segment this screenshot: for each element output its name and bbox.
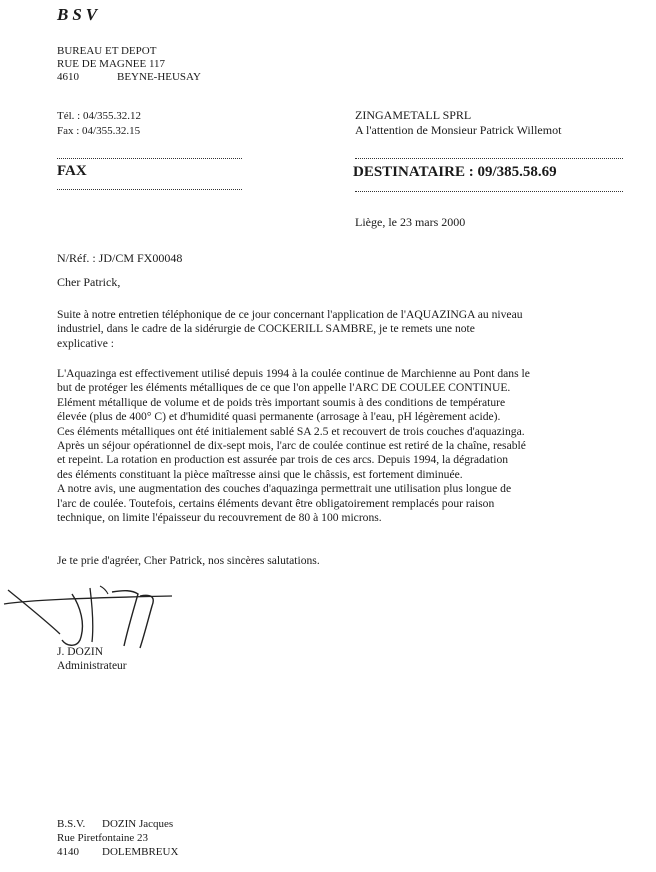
body-line: Après un séjour opérationnel de dix-sept mois, l'arc de coulée continue est retiré de la chaîne, resablé	[57, 439, 526, 453]
recipient-block	[355, 108, 561, 138]
intro-line: industriel, dans le cadre de la sidérurgie de COCKERILL SAMBRE, je te remets une note	[57, 322, 475, 336]
address-line-3	[57, 71, 201, 84]
reference-number: N/Réf. : JD/CM FX00048	[57, 251, 183, 265]
footer-address	[57, 817, 178, 859]
sender-address	[57, 45, 201, 84]
sender-phone: Tél. : 04/355.32.12	[57, 110, 142, 122]
footer-company: B.S.V.	[57, 818, 86, 830]
footer-city: DOLEMBREUX	[102, 846, 179, 858]
footer-postcode: 4140	[57, 846, 79, 858]
recipient-attention: A l'attention de Monsieur Patrick Willemot	[355, 123, 562, 137]
letter-date: Liège, le 23 mars 2000	[355, 215, 466, 229]
body-line: l'arc de coulée. Toutefois, certains éléments devant être obligatoirement remplacés pour raison	[57, 496, 495, 510]
closing-line: Je te prie d'agréer, Cher Patrick, nos sincères salutations.	[57, 554, 320, 567]
intro-paragraph	[57, 308, 631, 351]
signature-graphic	[0, 584, 200, 654]
sender-city: BEYNE-HEUSAY	[117, 71, 201, 83]
body-line: technique, on limite l'épaisseur du recouvrement de 80 à 100 microns.	[57, 511, 382, 525]
footer-line-1	[57, 817, 178, 831]
body-line: L'Aquazinga est effectivement utilisé depuis 1994 à la coulée continue de Marchienne au Pont dans le	[57, 367, 530, 380]
sender-fax: Fax : 04/355.32.15	[57, 125, 141, 137]
signer-name: J. DOZIN	[57, 646, 103, 658]
footer-line-3	[57, 845, 178, 859]
intro-line: explicative :	[57, 336, 114, 350]
address-line-1: BUREAU ET DEPOT	[57, 45, 157, 57]
footer-name: DOZIN Jacques	[102, 818, 174, 830]
divider-left-top	[57, 158, 242, 159]
address-line-2: RUE DE MAGNEE 117	[57, 58, 166, 70]
body-line: des éléments constituant la pièce maîtresse ainsi que le châssis, est fortement diminuée.	[57, 467, 463, 481]
fax-heading: FAX	[57, 163, 87, 179]
divider-right-bottom	[355, 191, 623, 192]
body-paragraph	[57, 367, 631, 525]
divider-left-bottom	[57, 189, 242, 190]
footer-street: Rue Piretfontaine 23	[57, 832, 149, 844]
body-line: A notre avis, une augmentation des couches d'aquazinga permettrait une utilisation plus longue de	[57, 482, 512, 496]
divider-right-top	[355, 158, 623, 159]
sender-postcode: 4610	[57, 71, 79, 83]
destinataire-heading: DESTINATAIRE : 09/385.58.69	[353, 164, 557, 180]
body-line: et repeint. La rotation en production est assurée par trois de ces arcs. Depuis 1994, la dégradation	[57, 453, 509, 467]
body-line: Elément métallique de volume et de poids très important soumis à des conditions de température	[57, 395, 506, 409]
sender-contact	[57, 109, 141, 139]
recipient-company: ZINGAMETALL SPRL	[355, 108, 472, 122]
company-logo: BSV	[57, 5, 102, 24]
body-line: but de protéger les éléments métalliques de ce que l'on appelle l'ARC DE COULEE CONTINUE.	[57, 381, 511, 395]
intro-line: Suite à notre entretien téléphonique de ce jour concernant l'application de l'AQUAZINGA au niveau	[57, 308, 523, 321]
body-line: élevée (plus de 400° C) et d'humidité quasi permanente (arrosage à l'eau, pH légèrement acide).	[57, 410, 501, 424]
body-line: Ces éléments métalliques ont été initialement sablé SA 2.5 et recouvert de trois couches d'aquazinga.	[57, 424, 525, 438]
signer-block	[57, 645, 127, 673]
salutation: Cher Patrick,	[57, 275, 121, 289]
signer-title: Administrateur	[57, 660, 127, 672]
